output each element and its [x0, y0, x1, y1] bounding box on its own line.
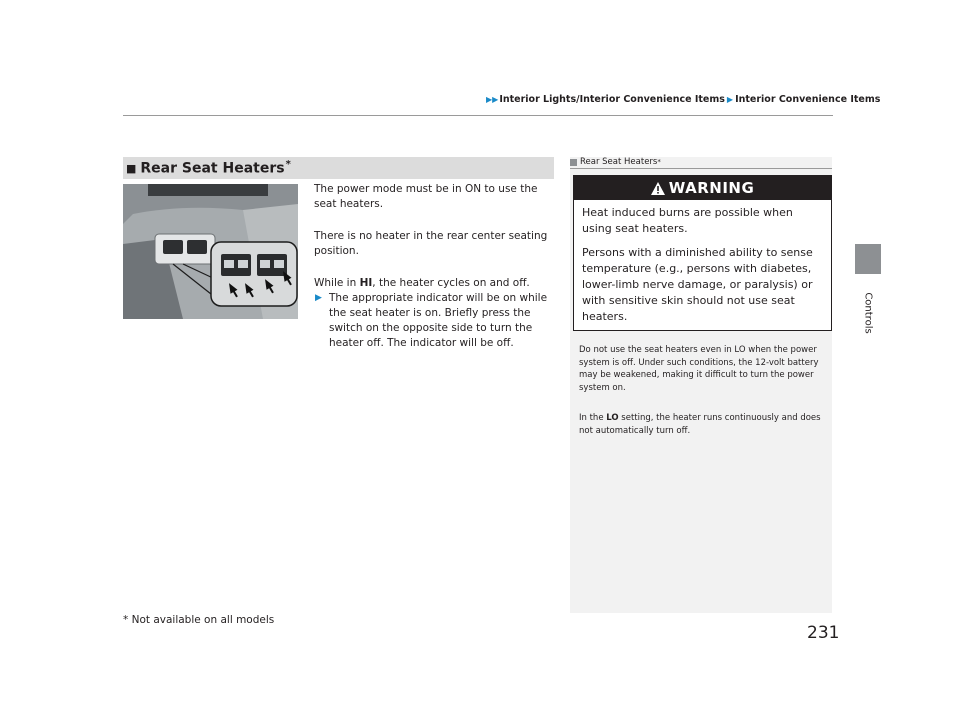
warning-text: Persons with a diminished ability to sense temperature (e.g., persons with diabetes, lower-limb nerve damage, or paralysis) or with sensitive skin should not use seat heaters.	[582, 246, 813, 323]
arrow-icon: ▶	[726, 95, 734, 104]
note-square-icon	[570, 159, 577, 166]
page-number: 231	[807, 623, 840, 643]
section-heading-bar	[123, 157, 554, 179]
note-paragraph: Do not use the seat heaters even in LO when the power system is off. Under such conditions, the 12-volt battery may be weakened, making it difficult to turn the power system on.	[579, 345, 819, 393]
warning-box	[573, 175, 832, 331]
body-paragraph: There is no heater in the rear center seating position.	[314, 230, 548, 257]
section-title: Rear Seat Heaters*	[140, 159, 291, 177]
note-divider	[570, 168, 832, 169]
body-paragraph: While in HI, the heater cycles on and off.	[314, 277, 530, 289]
body-sub-paragraph: ▶ The appropriate indicator will be on while the seat heater is on. Briefly press the switch on the opposite side to turn the heater off. The indicator will be off.	[315, 292, 548, 349]
note-title: Rear Seat Heaters *	[570, 157, 661, 167]
footnote: * Not available on all models	[123, 614, 275, 626]
breadcrumb-item-2[interactable]: Interior Convenience Items	[735, 94, 881, 105]
header-divider	[123, 115, 833, 116]
chapter-tab-label: Controls	[862, 292, 874, 334]
breadcrumb-item-1[interactable]: Interior Lights/Interior Convenience Items	[499, 94, 725, 105]
rear-seat-heater-switch-photo	[123, 184, 298, 319]
breadcrumb	[486, 94, 880, 105]
warning-label: WARNING	[668, 179, 755, 197]
chapter-tab-marker[interactable]	[855, 244, 881, 274]
triangle-bullet-icon: ▶	[315, 293, 322, 303]
double-arrow-icon: ▶▶	[486, 95, 499, 104]
warning-triangle-icon	[651, 182, 665, 195]
body-paragraph: The power mode must be in ON to use the seat heaters.	[314, 183, 538, 210]
note-paragraph: In the LO setting, the heater runs continuously and does not automatically turn off.	[579, 413, 821, 436]
section-square-icon: ■	[126, 161, 137, 175]
warning-text: Heat induced burns are possible when using seat heaters.	[582, 206, 793, 235]
warning-header	[574, 176, 831, 200]
